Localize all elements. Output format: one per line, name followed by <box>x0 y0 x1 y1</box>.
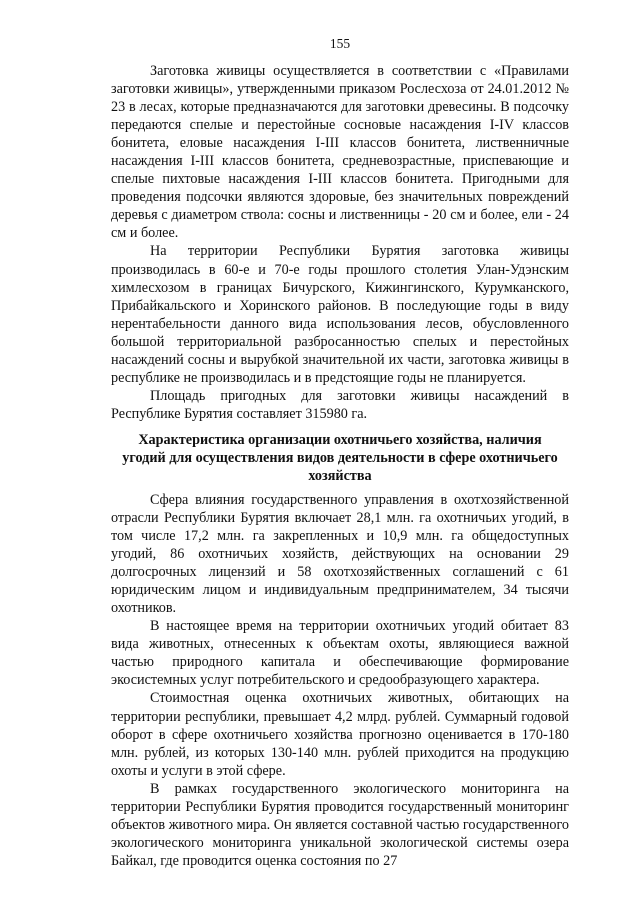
paragraph-hunting-valuation: Стоимостная оценка охотничьих животных, обитающих на территории республики, превышает 4,2 млрд. рублей. Суммарный годовой оборот в сфере охотничьего хозяйства прогнозно оценивается в 170-180 млн. рублей, из которых 130-140 млн. рублей приходится на продукцию охоты и услуги в этой сфере. <box>111 690 569 779</box>
page-number: 155 <box>329 36 351 51</box>
paragraph-resin-area: Площадь пригодных для заготовки живицы насаждений в Республике Бурятия составляет 315980 га. <box>111 387 569 422</box>
paragraph-resin-harvesting-history: На территории Республики Бурятия заготовка живицы производилась в 60-е и 70-е годы прошлого столетия Улан-Удэнским химлесхозом в границах Бичурского, Кижингинского, Курумканского, Прибайкальского и Хоринского районов. В последующие годы в виду нерентабельности данного вида использования лесов, обусловленного большой территориальной разбросанностью спелых и перестойных насаждений сосны и вырубкой значительной их части, заготовка живицы в республике не производилась и в предстоящие годы не планируется. <box>111 243 569 386</box>
paragraph-resin-harvesting-rules: Заготовка живицы осуществляется в соответствии с «Правилами заготовки живицы», утвержденными приказом Рослесхоза от 24.01.2012 № 23 в лесах, которые предназначаются для заготовки древесины. В подсочку передаются спелые и перестойные сосновые насаждения I-IV классов бонитета, еловые насаждения I-III классов бонитета, лиственничные насаждения I-III классов бонитета, средневозрастные, приспевающие и спелые пихтовые насаждения I-III классов бонитета. Пригодными для проведения подсочки являются здоровые, без значительных повреждений деревья с диаметром ствола: сосны и лиственницы - 20 см и более, ели - 24 см и более. <box>111 63 569 242</box>
section-heading: Характеристика организации охотничьего хозяйства, наличия угодий для осуществления видов деятельности в сфере охотничьего хозяйства <box>122 431 558 484</box>
page-body <box>111 62 569 870</box>
paragraph-ecological-monitoring: В рамках государственного экологического мониторинга на территории Республики Бурятия проводится государственный мониторинг объектов животного мира. Он является составной частью государственного экологического мониторинга уникальной экологической системы озера Байкал, где проводится оценка состояния по 27 <box>111 780 569 869</box>
paragraph-hunting-species: В настоящее время на территории охотничьих угодий обитает 83 вида животных, отнесенных к объектам охоты, являющиеся важной частью природного капитала и обеспечивающие формирование экосистемных услуг потребительского и средообразующего характера. <box>111 618 569 689</box>
paragraph-hunting-scope: Сфера влияния государственного управления в охотхозяйственной отрасли Республики Бурятия включает 28,1 млн. га охотничьих угодий, в том числе 17,2 млн. га закрепленных и 10,9 млн. га общедоступных угодий, 86 охотничьих хозяйств, действующих на основании 29 долгосрочных лицензий и 58 охотхозяйственных соглашений с 61 юридическим лицом и индивидуальным предпринимателем, 34 тысячи охотников. <box>111 491 569 617</box>
